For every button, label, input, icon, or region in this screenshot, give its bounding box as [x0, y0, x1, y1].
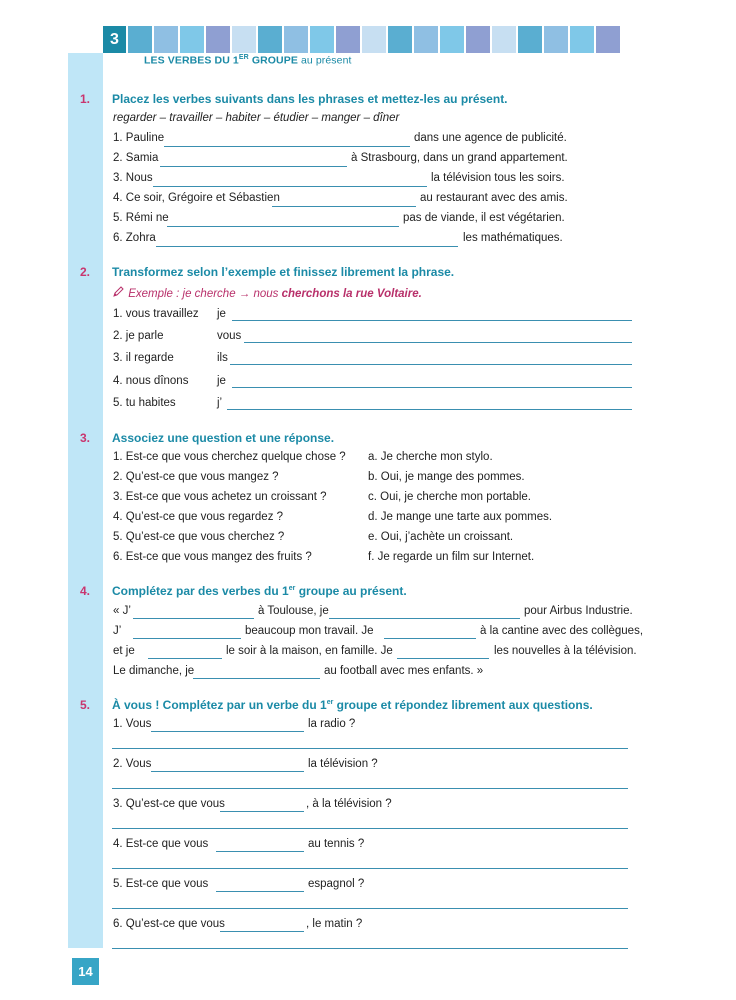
header-stripe: [258, 26, 282, 53]
ex1-item-5-start: 5. Rémi ne: [113, 212, 169, 224]
ex1-item-1-blank[interactable]: [164, 146, 410, 147]
ex3-answer-a: a. Je cherche mon stylo.: [368, 451, 493, 463]
ex4-line3-a: et je: [113, 645, 135, 657]
ex5-item-5-start: 5. Est-ce que vous: [113, 878, 209, 890]
ex4-line1-b: à Toulouse, je: [258, 605, 329, 617]
exercise-2-example: Exemple : je cherche → nous cherchons la rue Voltaire.: [113, 286, 422, 300]
ex4-line3-c: les nouvelles à la télévision.: [494, 645, 637, 657]
ex1-item-4-start: 4. Ce soir, Grégoire et Sébastien: [113, 192, 280, 204]
ex3-answer-c: c. Oui, je cherche mon portable.: [368, 491, 531, 503]
ex4-line4-b: au football avec mes enfants. »: [324, 665, 484, 677]
page-number: 14: [72, 958, 99, 985]
header-stripe: [206, 26, 230, 53]
ex5-item-1-start: 1. Vous: [113, 718, 152, 730]
ex5-item-6-blank[interactable]: [220, 931, 304, 932]
exercise-1-verb-list: regarder – travailler – habiter – étudier – manger – dîner: [113, 112, 400, 124]
ex4-line1-blank-2[interactable]: [329, 618, 520, 619]
ex4-line2-c: à la cantine avec des collègues,: [480, 625, 644, 637]
exercise-4-number: 4.: [80, 584, 91, 598]
header-stripe: [440, 26, 464, 53]
ex2-item-4-pronoun: je: [217, 375, 226, 387]
ex1-item-1-end: dans une agence de publicité.: [414, 132, 567, 144]
header-stripe: [570, 26, 594, 53]
ex2-item-2-pronoun: vous: [217, 330, 242, 342]
ex2-item-3-blank[interactable]: [230, 364, 632, 365]
ex1-item-1-start: 1. Pauline: [113, 132, 165, 144]
ex4-line1-blank-1[interactable]: [133, 618, 254, 619]
ex5-item-4-answer-line[interactable]: [112, 868, 628, 869]
ex2-item-2-blank[interactable]: [244, 342, 632, 343]
ex3-answer-d: d. Je mange une tarte aux pommes.: [368, 511, 553, 523]
ex5-item-1-blank[interactable]: [151, 731, 304, 732]
ex3-question-1: 1. Est-ce que vous cherchez quelque chose ?: [113, 451, 346, 463]
exercise-5-number: 5.: [80, 698, 91, 712]
ex5-item-4-end: au tennis ?: [308, 838, 365, 850]
ex4-line2-a: J’: [113, 625, 122, 637]
header-color-stripes: [128, 26, 622, 53]
ex2-item-1-pronoun: je: [217, 308, 226, 320]
ex2-item-5-blank[interactable]: [227, 409, 632, 410]
ex1-item-3-start: 3. Nous: [113, 172, 153, 184]
ex2-item-5-pronoun: j’: [217, 397, 223, 409]
header-stripe: [310, 26, 334, 53]
ex5-item-3-answer-line[interactable]: [112, 828, 628, 829]
header-stripe: [154, 26, 178, 53]
ex5-item-2-end: la télévision ?: [308, 758, 378, 770]
ex2-item-1-prompt: 1. vous travaillez: [113, 308, 199, 320]
ex4-line1-a: « J’: [113, 605, 131, 617]
ex2-item-4-blank[interactable]: [232, 387, 632, 388]
ex2-item-3-pronoun: ils: [217, 352, 228, 364]
header-stripe: [596, 26, 620, 53]
ex1-item-3-end: la télévision tous les soirs.: [431, 172, 565, 184]
ex1-item-4-end: au restaurant avec des amis.: [420, 192, 568, 204]
ex5-item-5-end: espagnol ?: [308, 878, 365, 890]
ex2-item-1-blank[interactable]: [232, 320, 632, 321]
ex3-question-3: 3. Est-ce que vous achetez un croissant ?: [113, 491, 327, 503]
ex3-question-4: 4. Qu’est-ce que vous regardez ?: [113, 511, 284, 523]
ex4-line4-a: Le dimanche, je: [113, 665, 195, 677]
exercise-1-number: 1.: [80, 92, 91, 106]
header-stripe: [492, 26, 516, 53]
header-stripe: [544, 26, 568, 53]
exercise-4-instruction: Complétez par des verbes du 1er groupe au présent.: [112, 584, 407, 598]
ex4-line2-blank-1[interactable]: [133, 638, 241, 639]
ex3-answer-f: f. Je regarde un film sur Internet.: [368, 551, 535, 563]
ex5-item-3-blank[interactable]: [220, 811, 304, 812]
ex1-item-2-end: à Strasbourg, dans un grand appartement.: [351, 152, 568, 164]
ex3-question-5: 5. Qu’est-ce que vous cherchez ?: [113, 531, 285, 543]
ex3-answer-e: e. Oui, j’achète un croissant.: [368, 531, 514, 543]
header-stripe: [232, 26, 256, 53]
ex1-item-5-blank[interactable]: [167, 226, 399, 227]
ex1-item-3-blank[interactable]: [153, 186, 427, 187]
header-stripe: [336, 26, 360, 53]
ex5-item-2-start: 2. Vous: [113, 758, 152, 770]
ex3-answer-b: b. Oui, je mange des pommes.: [368, 471, 525, 483]
page-subtitle: LES VERBES DU 1ER GROUPE au présent: [144, 54, 352, 67]
ex2-item-5-prompt: 5. tu habites: [113, 397, 176, 409]
header-stripe: [414, 26, 438, 53]
ex5-item-3-end: , à la télévision ?: [306, 798, 392, 810]
ex3-question-6: 6. Est-ce que vous mangez des fruits ?: [113, 551, 312, 563]
header-stripe: [362, 26, 386, 53]
ex2-item-2-prompt: 2. je parle: [113, 330, 164, 342]
ex5-item-4-blank[interactable]: [216, 851, 304, 852]
ex1-item-4-blank[interactable]: [272, 206, 416, 207]
ex5-item-1-answer-line[interactable]: [112, 748, 628, 749]
ex1-item-5-end: pas de viande, il est végétarien.: [403, 212, 565, 224]
ex5-item-4-start: 4. Est-ce que vous: [113, 838, 209, 850]
ex5-item-6-start: 6. Qu’est-ce que vous: [113, 918, 225, 930]
ex2-item-4-prompt: 4. nous dînons: [113, 375, 189, 387]
ex4-line1-c: pour Airbus Industrie.: [524, 605, 633, 617]
ex2-item-3-prompt: 3. il regarde: [113, 352, 174, 364]
ex5-item-1-end: la radio ?: [308, 718, 356, 730]
ex5-item-6-answer-line[interactable]: [112, 948, 628, 949]
ex1-item-2-blank[interactable]: [160, 166, 347, 167]
exercise-2-instruction: Transformez selon l’exemple et finissez librement la phrase.: [112, 265, 455, 279]
ex1-item-2-start: 2. Samia: [113, 152, 159, 164]
ex5-item-5-blank[interactable]: [216, 891, 304, 892]
ex1-item-6-end: les mathématiques.: [463, 232, 563, 244]
header-stripe: [180, 26, 204, 53]
exercise-3-instruction: Associez une question et une réponse.: [112, 431, 335, 445]
exercise-3-number: 3.: [80, 431, 91, 445]
ex4-line3-b: le soir à la maison, en famille. Je: [226, 645, 393, 657]
left-margin-band: [68, 53, 103, 948]
header-stripe: [466, 26, 490, 53]
ex5-item-3-start: 3. Qu’est-ce que vous: [113, 798, 225, 810]
header-stripe: [284, 26, 308, 53]
chapter-number: 3: [103, 26, 126, 53]
ex1-item-6-blank[interactable]: [156, 246, 458, 247]
ex4-line4-blank-1[interactable]: [193, 678, 320, 679]
exercise-1-instruction: Placez les verbes suivants dans les phrases et mettez-les au présent.: [112, 92, 508, 106]
ex1-item-6-start: 6. Zohra: [113, 232, 156, 244]
exercise-5-instruction: À vous ! Complétez par un verbe du 1er groupe et répondez librement aux questions.: [112, 698, 593, 712]
exercise-2-number: 2.: [80, 265, 91, 279]
header-stripe: [388, 26, 412, 53]
ex4-line2-blank-2[interactable]: [384, 638, 476, 639]
ex5-item-5-answer-line[interactable]: [112, 908, 628, 909]
ex5-item-2-blank[interactable]: [151, 771, 304, 772]
ex4-line3-blank-1[interactable]: [148, 658, 222, 659]
ex3-question-2: 2. Qu’est-ce que vous mangez ?: [113, 471, 279, 483]
header-stripe: [128, 26, 152, 53]
pencil-icon: [113, 286, 125, 300]
ex4-line3-blank-2[interactable]: [397, 658, 489, 659]
ex4-line2-b: beaucoup mon travail. Je: [245, 625, 374, 637]
ex5-item-6-end: , le matin ?: [306, 918, 363, 930]
header-stripe: [518, 26, 542, 53]
ex5-item-2-answer-line[interactable]: [112, 788, 628, 789]
